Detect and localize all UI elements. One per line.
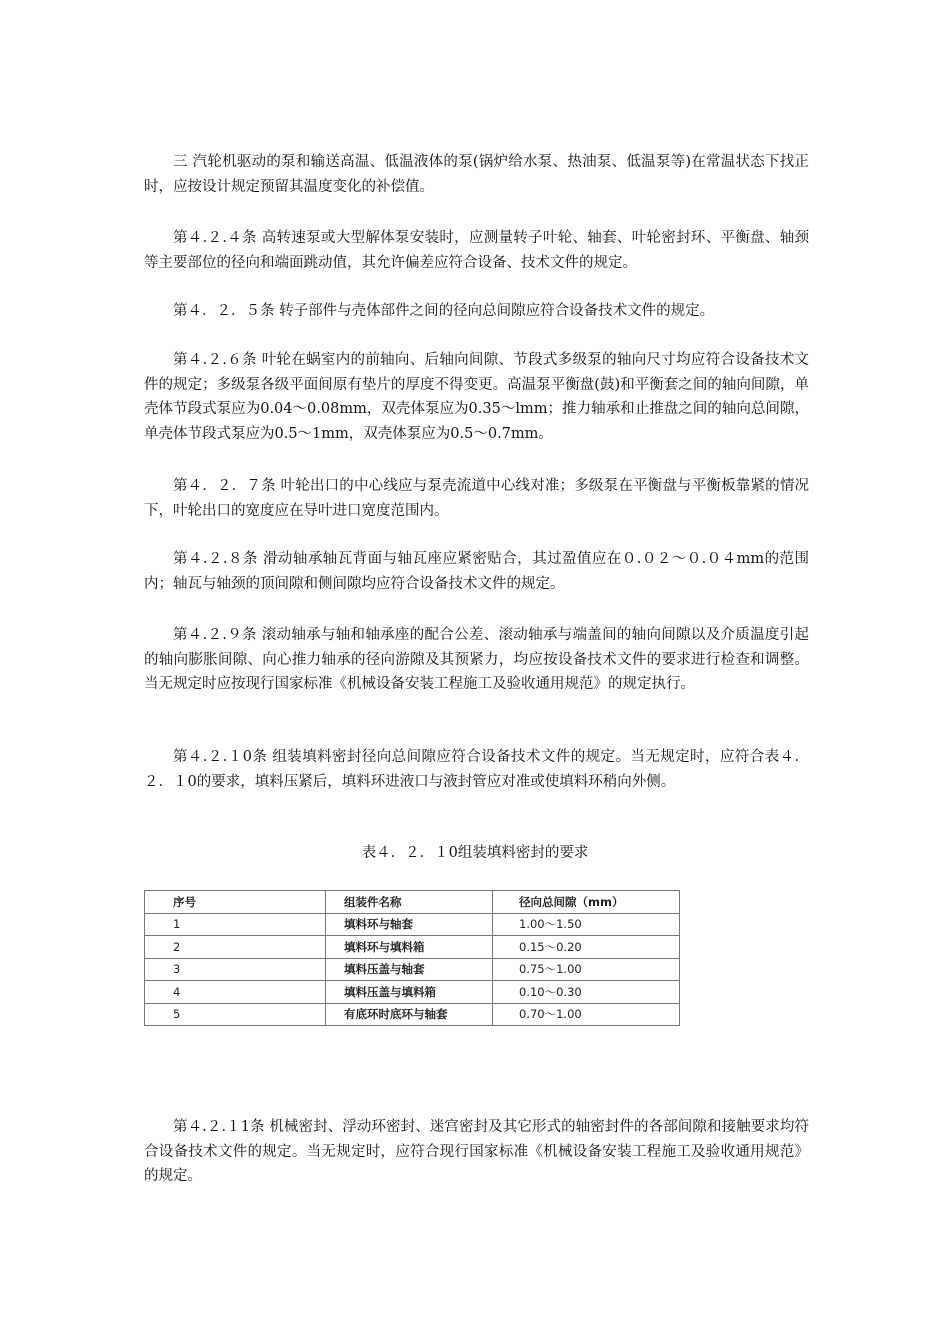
cell-clearance: 0.70～1.00	[493, 1003, 680, 1026]
paragraph-4-2-9: 第４.２.９条 滚动轴承与轴和轴承座的配合公差、滚动轴承与端盖间的轴向间隙以及介质温度引起的轴向膨胀间隙、向心推力轴承的径向游隙及其预紧力，均应按设备技术文件的要求进行检查和调整。当无规定时应按现行国家标准《机械设备安装工程施工及验收通用规范》的规定执行。	[144, 627, 809, 692]
table-row	[145, 913, 680, 936]
cell-index: 1	[145, 913, 326, 936]
header-component-name: 组装件名称	[326, 891, 493, 914]
cell-component-name: 填料环与填料箱	[326, 936, 493, 959]
cell-index: 5	[145, 1003, 326, 1026]
cell-clearance: 0.75～1.00	[493, 958, 680, 981]
paragraph-4-2-8: 第４.２.８条 滑动轴承轴瓦背面与轴瓦座应紧密贴合，其过盈值应在０.０２～０.０４mm的范围内；轴瓦与轴颈的顶间隙和侧间隙均应符合设备技术文件的规定。	[144, 551, 809, 592]
table-caption: 表４．２．１0组装填料密封的要求	[361, 845, 589, 861]
paragraph-4-2-5: 第４．２．５条 转子部件与壳体部件之间的径向总间隙应符合设备技术文件的规定。	[173, 303, 715, 319]
table-row	[145, 981, 680, 1004]
paragraph-4-2-6: 第４.２.６条 叶轮在蜗室内的前轴向、后轴向间隙、节段式多级泵的轴向尺寸均应符合设备技术文件的规定；多级泵各级平面间原有垫片的厚度不得变更。高温泵平衡盘(鼓)和平衡套之间的轴向间隙，单壳体节段式泵应为0.04～0.08mm，双壳体泵应为0.35～lmm；推力轴承和止推盘之间的轴向总间隙，单壳体节段式泵应为0.5～1mm，双壳体泵应为0.5～0.7mm。	[144, 352, 809, 442]
table-header-row	[145, 891, 680, 914]
cell-component-name: 填料压盖与填料箱	[326, 981, 493, 1004]
cell-component-name: 填料环与轴套	[326, 913, 493, 936]
table-row	[145, 958, 680, 981]
table-row	[145, 1003, 680, 1026]
paragraph-4-2-11: 第４.２.１1条 机械密封、浮动环密封、迷宫密封及其它形式的轴密封件的各部间隙和接触要求均符合设备技术文件的规定。当无规定时，应符合现行国家标准《机械设备安装工程施工及验收通用规范》的规定。	[144, 1119, 809, 1184]
cell-clearance: 0.10～0.30	[493, 981, 680, 1004]
cell-index: 3	[145, 958, 326, 981]
cell-index: 2	[145, 936, 326, 959]
table-row	[145, 936, 680, 959]
cell-clearance: 1.00～1.50	[493, 913, 680, 936]
header-index: 序号	[145, 891, 326, 914]
paragraph-4-2-4: 第４.２.４条 高转速泵或大型解体泵安装时，应测量转子叶轮、轴套、叶轮密封环、平衡盘、轴颈等主要部位的径向和端面跳动值，其允许偏差应符合设备、技术文件的规定。	[144, 230, 809, 271]
cell-clearance: 0.15～0.20	[493, 936, 680, 959]
cell-component-name: 有底环时底环与轴套	[326, 1003, 493, 1026]
paragraph-4-2-7: 第４．２．７条 叶轮出口的中心线应与泵壳流道中心线对准；多级泵在平衡盘与平衡板靠紧的情况下，叶轮出口的宽度应在导叶进口宽度范围内。	[144, 478, 809, 519]
paragraph-pump-alignment: 三 汽轮机驱动的泵和输送高温、低温液体的泵(锅炉给水泵、热油泵、低温泵等)在常温状态下找正时，应按设计规定预留其温度变化的补偿值。	[144, 154, 809, 195]
paragraph-4-2-10: 第４.２.１0条 组装填料密封径向总间隙应符合设备技术文件的规定。当无规定时，应符合表４．２．１0的要求，填料压紧后，填料环进液口与液封管应对准或使填料环稍向外侧。	[144, 749, 809, 790]
header-radial-clearance: 径向总间隙（mm）	[493, 891, 680, 914]
cell-component-name: 填料压盖与轴套	[326, 958, 493, 981]
packing-seal-table	[144, 890, 680, 1026]
cell-index: 4	[145, 981, 326, 1004]
